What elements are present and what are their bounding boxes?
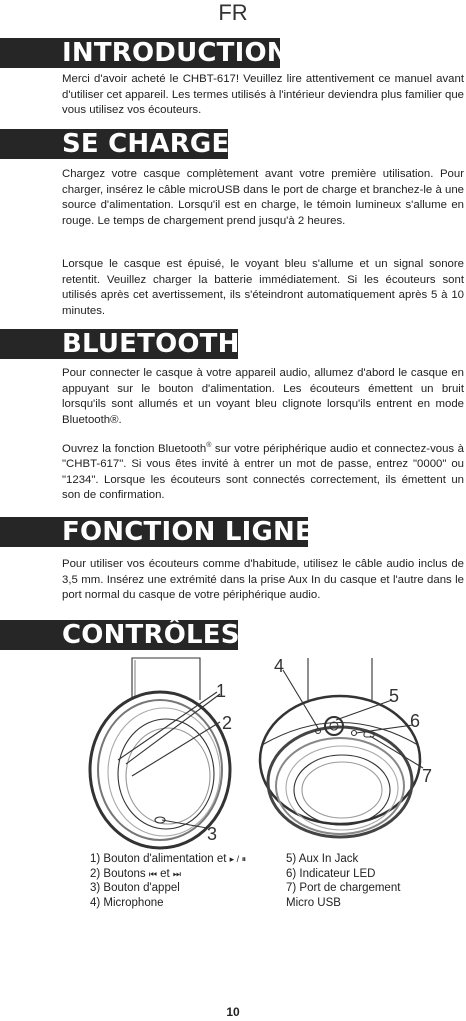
- captions-right: [286, 852, 400, 910]
- diagram-label-4: 4: [274, 656, 285, 676]
- diagram-label-3: 3: [207, 824, 218, 844]
- caption-7b: Micro USB: [286, 896, 341, 909]
- play-pause-icon: ▸ / ⏸: [229, 854, 247, 864]
- intro-text: Merci d'avoir acheté le CHBT-617! Veuillez lire attentivement ce manuel avant d'utiliser cet appareil. Les termes utilisés à l'intérieur deviendra plus familier que vous utilisez vos écouteurs.: [62, 73, 464, 116]
- charge-text-1: Chargez votre casque complètement avant votre première utilisation. Pour charger, insérez le câble microUSB dans le port de charge et branchez-le à une source d'alimentation. Lorsqu'il est en charge, le témoin lumineux s'allume en rouge. Le temps de chargement prend jusqu'à 2 heures.: [62, 168, 464, 227]
- section-header-charge: [0, 129, 228, 159]
- registered-mark: ®: [239, 333, 255, 351]
- caption-2: 2) Boutons ⏮ et ⏭: [90, 867, 182, 880]
- right-earcup: [260, 696, 420, 837]
- bluetooth-text-2: Ouvrez la fonction Bluetooth® sur votre périphérique audio et connectez-vous à "CHBT-617". Si vous êtes invité à entrer un mot de passe, entrez "0000" ou "1234". Lorsque les écouteurs sont connectés correctement, ils émettent un son de confirmation.: [62, 442, 464, 502]
- section-title-controls: CONTRÔLES: [62, 620, 240, 650]
- language-label: FR: [218, 0, 248, 25]
- previous-track-icon: ⏮: [148, 868, 157, 879]
- line-text: Pour utiliser vos écouteurs comme d'habitude, utilisez le câble audio inclus de 3,5 mm. Insérez une extrémité dans la prise Aux In du casque et l'autre dans le port normal du casque de votre périphérique audio.: [62, 558, 464, 601]
- diagram-label-1: 1: [216, 681, 227, 701]
- diagram-label-2: 2: [222, 713, 233, 733]
- caption-4: 4) Microphone: [90, 896, 164, 909]
- section-title-charge: SE CHARGE: [62, 129, 230, 159]
- diagram-label-7: 7: [422, 766, 433, 786]
- section-header-line: [0, 517, 313, 547]
- section-title-line: FONCTION LIGNE: [62, 517, 313, 547]
- caption-5: 5) Aux In Jack: [286, 853, 359, 865]
- caption-3: 3) Bouton d'appel: [90, 882, 180, 894]
- page-number: 10: [226, 1005, 240, 1019]
- section-header-bluetooth: [0, 329, 255, 359]
- next-track-icon: ⏭: [172, 868, 182, 879]
- charge-text-2: Lorsque le casque est épuisé, le voyant bleu s'allume et un signal sonore retentit. Veuillez charger la batterie immédiatement. Si les écouteurs sont utilisés après cet avertissement, ils s'éteindront automatiquement après 5 à 10 minutes.: [62, 258, 464, 317]
- bluetooth-text-1: Pour connecter le casque à votre appareil audio, allumez d'abord le casque en appuyant sur le bouton d'alimentation. Les écouteurs émettent un bruit lorsqu'ils sont allumés et un voyant bleu clignote lorsqu'ils entrent en mode Bluetooth®.: [62, 367, 464, 426]
- section-title-bluetooth: BLUETOOTH®: [62, 329, 255, 359]
- right-headband: [308, 658, 372, 700]
- section-header-controls: [0, 620, 238, 650]
- caption-7: 7) Port de chargement: [286, 882, 401, 894]
- caption-1: 1) Bouton d'alimentation et ▸ / ⏸: [90, 853, 247, 865]
- diagram-label-5: 5: [389, 686, 400, 706]
- caption-6: 6) Indicateur LED: [286, 867, 376, 880]
- captions-left: [90, 852, 246, 910]
- diagram-label-6: 6: [410, 711, 421, 731]
- section-header-intro: [0, 38, 289, 68]
- section-title-intro: INTRODUCTION: [62, 38, 289, 68]
- headphone-diagram: [0, 655, 466, 855]
